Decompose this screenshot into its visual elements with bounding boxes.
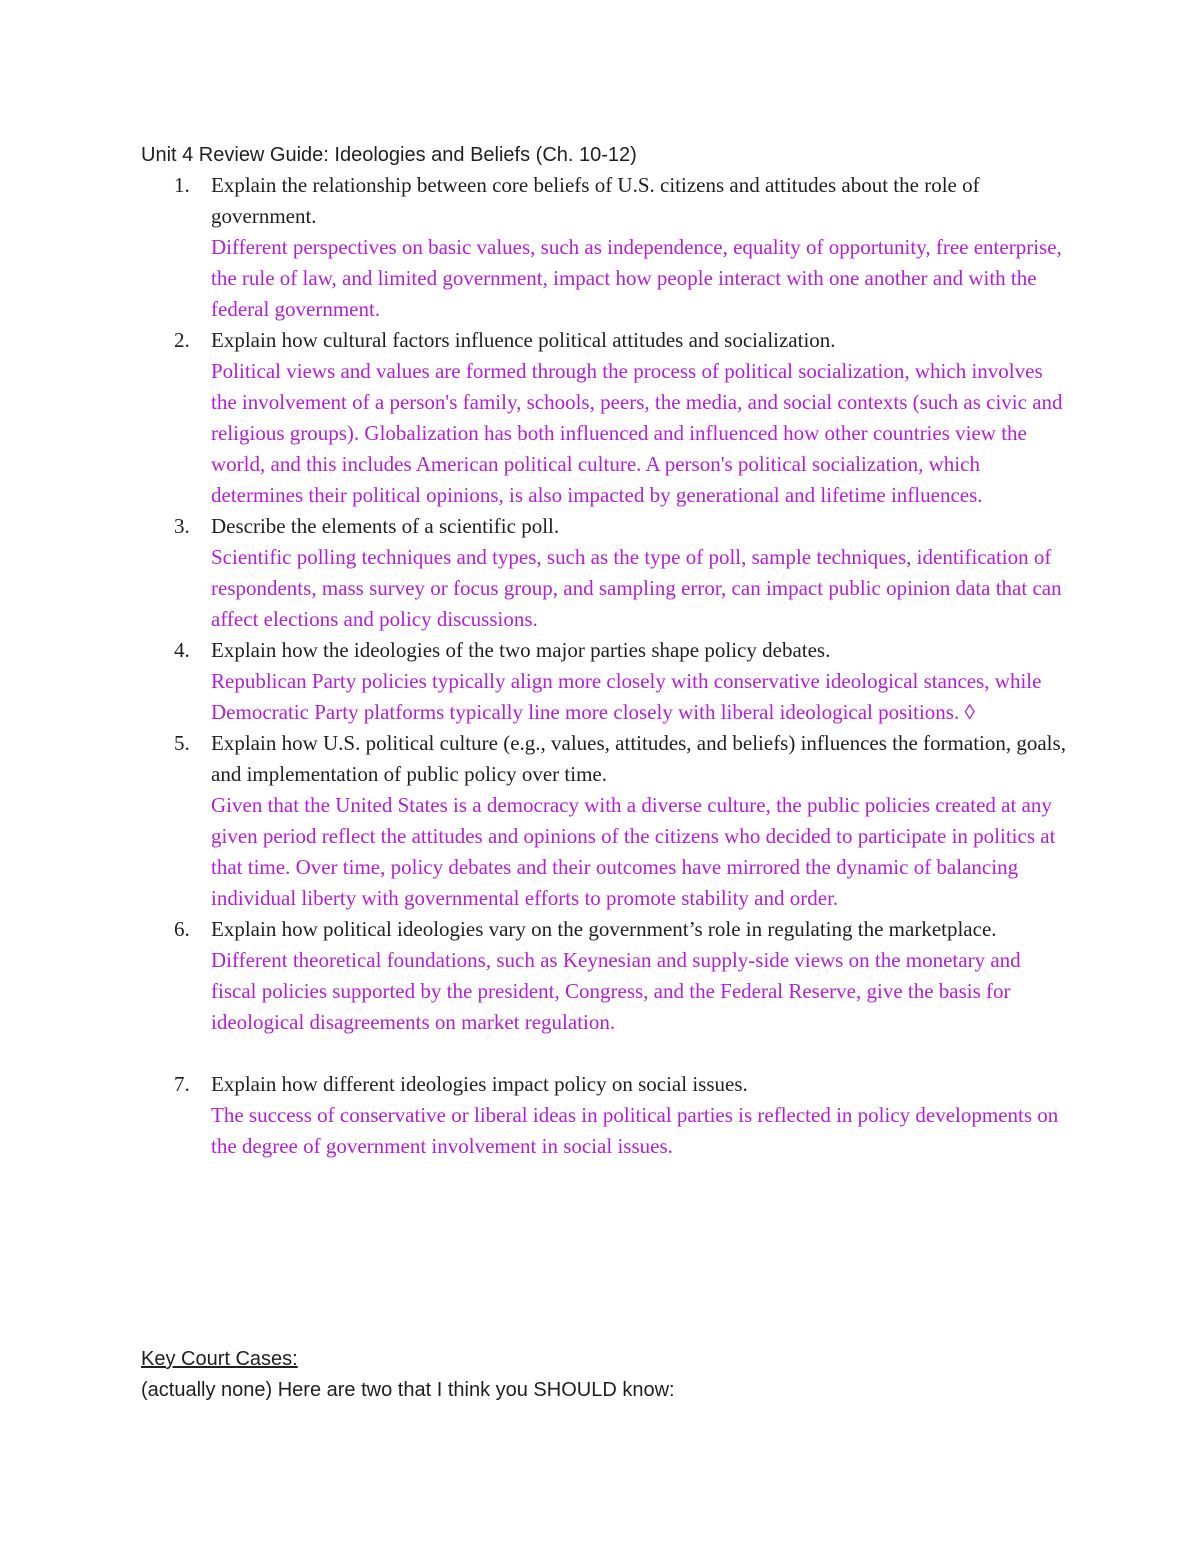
answer-text: Political views and values are formed through the process of political socialization, which involves the involvement of a person's family, schools, peers, the media, and social contexts (such as civic and religious groups). Globalization has both influenced and influenced how other countries view the world, and this includes American political culture. A person's political socialization, which determines their political opinions, is also impacted by generational and lifetime influences. — [211, 359, 1063, 507]
answer-text: Scientific polling techniques and types, such as the type of poll, sample techniques, identification of respondents, mass survey or focus group, and sampling error, can impact public opinion data that can affect elections and policy discussions. — [211, 545, 1062, 631]
item-number: 5. — [174, 731, 190, 755]
item-number: 4. — [174, 638, 190, 662]
answer-text: Given that the United States is a democracy with a diverse culture, the public policies created at any given period reflect the attitudes and opinions of the citizens who decided to participate in politics at that time. Over time, policy debates and their outcomes have mirrored the dynamic of balancing individual liberty with governmental efforts to promote stability and order. — [211, 793, 1056, 910]
list-item — [0, 511, 1200, 635]
item-number: 6. — [174, 917, 190, 941]
question-text: Explain the relationship between core beliefs of U.S. citizens and attitudes about the role of government. — [211, 173, 980, 228]
item-number: 7. — [174, 1072, 190, 1096]
question-list — [0, 170, 1200, 1162]
answer-text: Different perspectives on basic values, such as independence, equality of opportunity, free enterprise, the rule of law, and limited government, impact how people interact with one another and with the federal government. — [211, 235, 1062, 321]
question-text: Explain how U.S. political culture (e.g., values, attitudes, and beliefs) influences the formation, goals, and implementation of public policy over time. — [211, 731, 1066, 786]
item-number: 3. — [174, 514, 190, 538]
key-court-cases-heading: Key Court Cases: — [141, 1348, 298, 1370]
list-item — [0, 728, 1200, 914]
list-item — [0, 325, 1200, 511]
blank-line — [0, 1038, 1200, 1069]
question-text: Explain how cultural factors influence political attitudes and socialization. — [211, 328, 836, 352]
question-text: Describe the elements of a scientific poll. — [211, 514, 560, 538]
question-text: Explain how the ideologies of the two major parties shape policy debates. — [211, 638, 831, 662]
answer-text: The success of conservative or liberal ideas in political parties is reflected in policy developments on the degree of government involvement in social issues. — [211, 1103, 1059, 1158]
item-number: 1. — [174, 173, 190, 197]
answer-text: Different theoretical foundations, such as Keynesian and supply-side views on the monetary and fiscal policies supported by the president, Congress, and the Federal Reserve, give the basis for ideological disagreements on market regulation. — [211, 948, 1021, 1034]
list-item — [0, 170, 1200, 325]
list-item — [0, 1069, 1200, 1162]
list-item — [0, 914, 1200, 1069]
question-text: Explain how political ideologies vary on the government’s role in regulating the marketplace. — [211, 917, 997, 941]
answer-text: Republican Party policies typically align more closely with conservative ideological stances, while Democratic Party platforms typically line more closely with liberal ideological positions. ◊ — [211, 669, 1042, 724]
item-number: 2. — [174, 328, 190, 352]
page-title: Unit 4 Review Guide: Ideologies and Beliefs (Ch. 10-12) — [141, 144, 637, 166]
key-court-cases-note: (actually none) Here are two that I think you SHOULD know: — [141, 1379, 675, 1401]
question-text: Explain how different ideologies impact policy on social issues. — [211, 1072, 748, 1096]
list-item — [0, 635, 1200, 728]
